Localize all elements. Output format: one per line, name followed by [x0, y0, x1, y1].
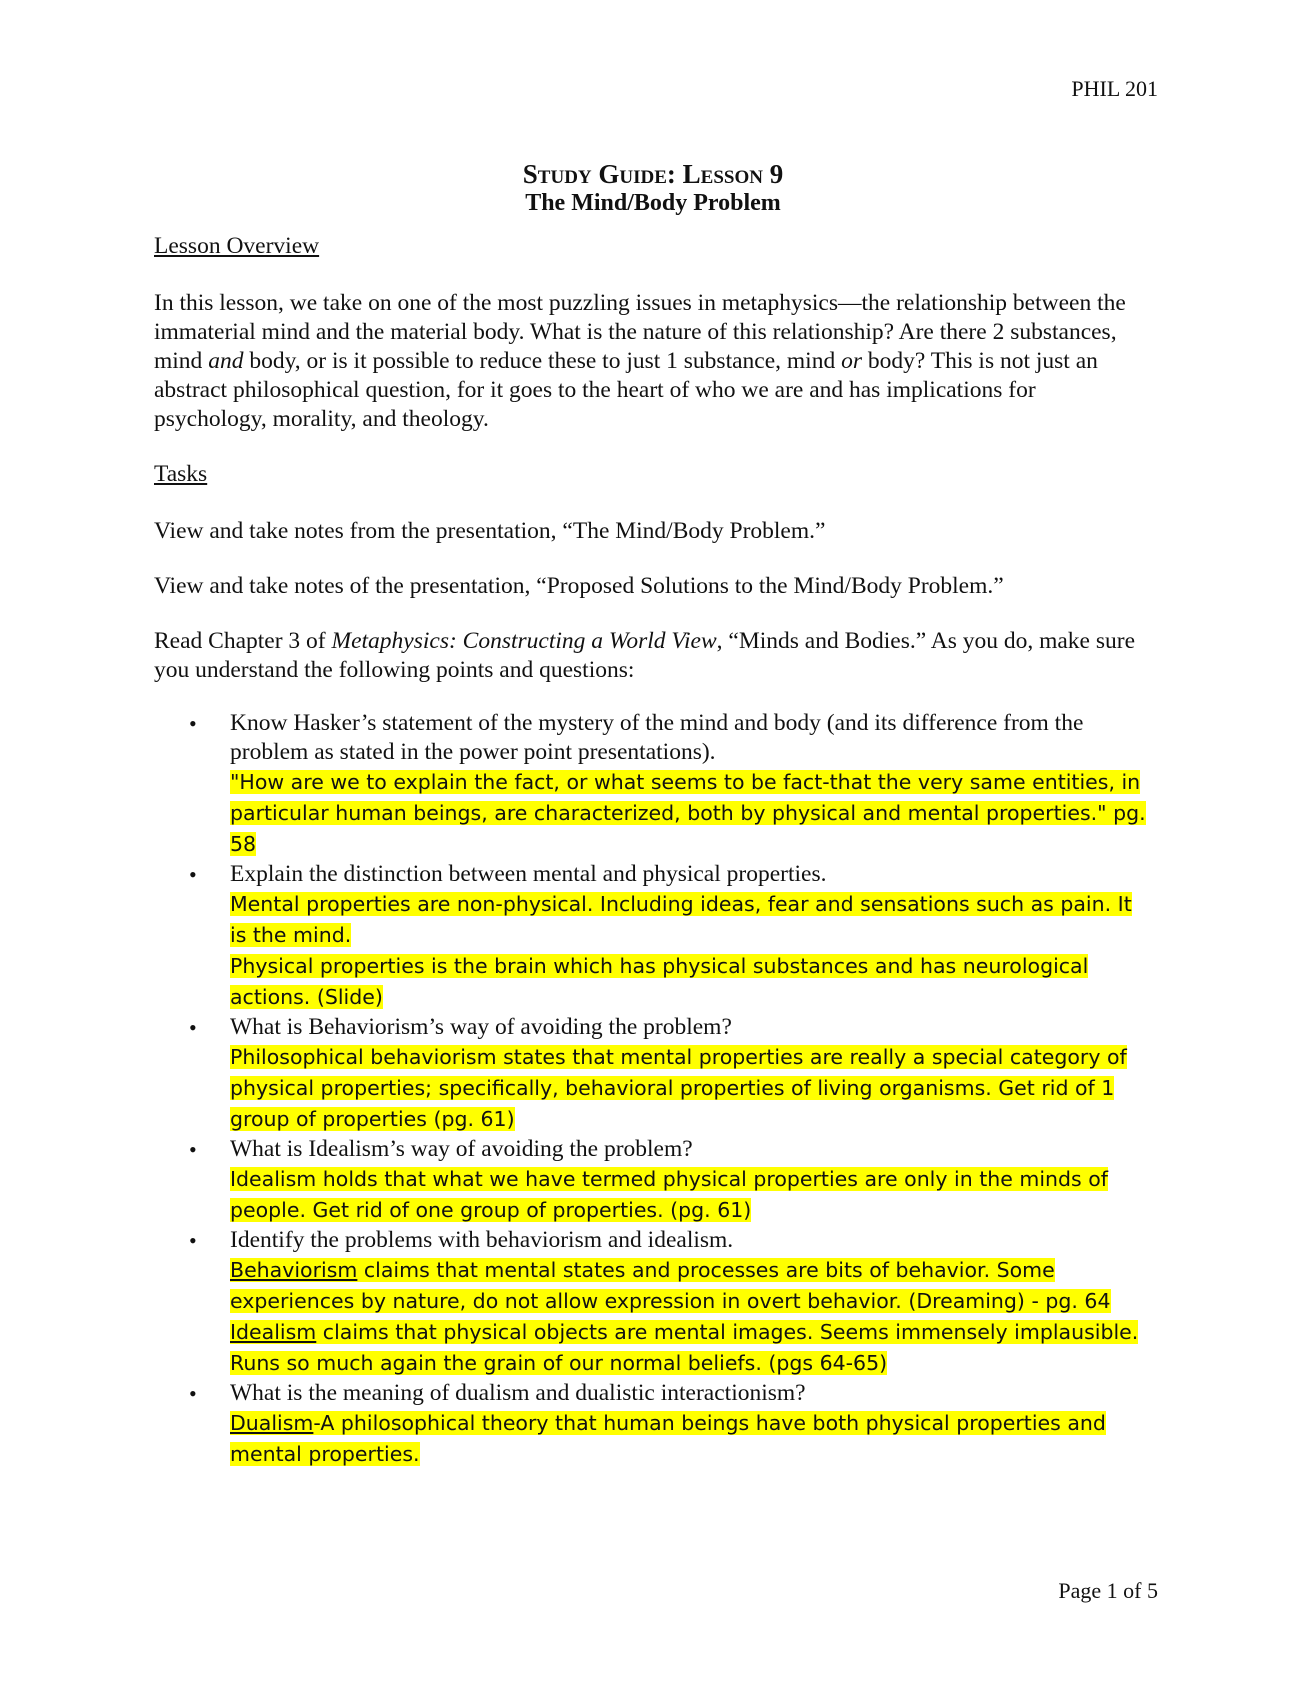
tasks-heading: Tasks [154, 461, 208, 487]
answer-term: Behaviorism [230, 1258, 358, 1282]
title-text: Study Guide: Lesson 9 [522, 159, 784, 189]
answer-term: Idealism [230, 1320, 317, 1344]
study-question: • What is Behaviorism’s way of avoiding the problem? [230, 1014, 732, 1040]
list-item [154, 860, 1154, 1013]
task-item-2: View and take notes of the presentation, “Proposed Solutions to the Mind/Body Problem.” [154, 573, 1004, 599]
study-question: • What is the meaning of dualism and dualistic interactionism? [230, 1380, 806, 1406]
highlighted-answer: Idealism holds that what we have termed physical properties are only in the minds of people. Get rid of one group of properties. (pg. 61) [230, 1167, 1109, 1222]
document-body [154, 232, 1154, 1470]
highlighted-answer: "How are we to explain the fact, or what seems to be fact-that the very same entities, in particular human beings, are characterized, both by physical and mental properties." pg. 58 [230, 770, 1146, 856]
highlighted-answer: Behaviorism claims that mental states and processes are bits of behavior. Some experiences by nature, do not allow expression in overt behavior. (Dreaming) - pg. 64 [230, 1258, 1111, 1313]
highlighted-answer: Idealism claims that physical objects are mental images. Seems immensely implausible. Runs so much again the grain of our normal beliefs. (pgs 64-65) [230, 1320, 1139, 1375]
page-subtitle: The Mind/Body Problem [525, 190, 781, 216]
course-code: PHIL 201 [1071, 76, 1158, 101]
book-title: Metaphysics: Constructing a World View [331, 628, 717, 654]
list-item [154, 1379, 1154, 1470]
highlighted-answer: Philosophical behaviorism states that mental properties are really a special category of physical properties; specifically, behavioral properties of living organisms. Get rid of 1 group of properties (pg. 61) [230, 1045, 1127, 1131]
highlighted-answer: Physical properties is the brain which has physical substances and has neurological actions. (Slide) [230, 954, 1089, 1009]
list-item [154, 1135, 1154, 1226]
list-item [154, 1226, 1154, 1379]
study-question: • Identify the problems with behaviorism and idealism. [230, 1227, 734, 1253]
task-item-1: View and take notes from the presentation, “The Mind/Body Problem.” [154, 518, 826, 544]
answer-term: Dualism [230, 1411, 314, 1435]
page-title [0, 158, 1306, 190]
list-item [154, 709, 1154, 860]
page-number: Page 1 of 5 [1058, 1578, 1158, 1603]
study-question: • Know Hasker’s statement of the mystery of the mind and body (and its difference from the problem as stated in the power point presentations). [230, 710, 1084, 765]
task-item-3: Read Chapter 3 of Metaphysics: Constructing a World View, “Minds and Bodies.” As you do, make sure you understand the following points and questions: [154, 628, 1136, 683]
study-question: • What is Idealism’s way of avoiding the problem? [230, 1136, 693, 1162]
highlighted-answer: Dualism-A philosophical theory that human beings have both physical properties and mental properties. [230, 1411, 1106, 1466]
overview-heading: Lesson Overview [154, 233, 320, 259]
list-item [154, 1013, 1154, 1135]
overview-paragraph: In this lesson, we take on one of the most puzzling issues in metaphysics—the relationship between the immaterial mind and the material body. What is the nature of this relationship? Are there 2 substances, mind and body, or is it possible to reduce these to just 1 substance, mind or body? This is not just an abstract philosophical question, for it goes to the heart of who we are and has implications for psychology, morality, and theology. [154, 290, 1126, 432]
study-question: • Explain the distinction between mental and physical properties. [230, 861, 827, 887]
study-points-list [154, 709, 1154, 1470]
highlighted-answer: Mental properties are non-physical. Including ideas, fear and sensations such as pain. It is the mind. [230, 892, 1132, 947]
